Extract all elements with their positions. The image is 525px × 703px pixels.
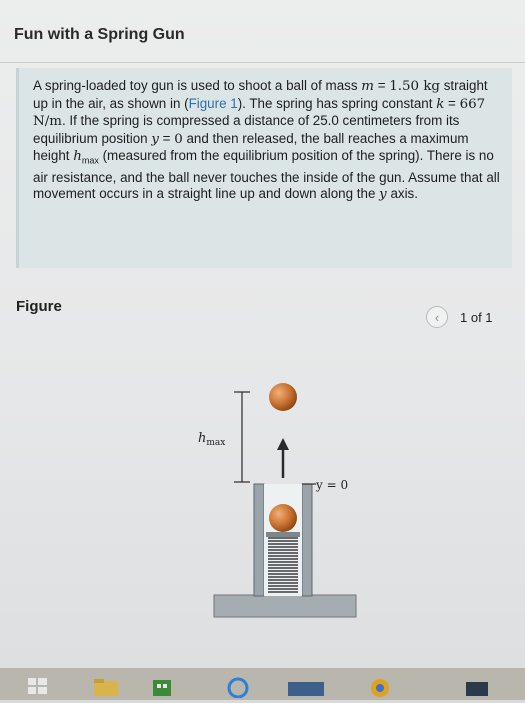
file-explorer-taskbar[interactable] <box>92 676 120 698</box>
tray-icon <box>462 676 492 698</box>
folder-icon <box>92 676 120 698</box>
axis-variable: y <box>379 187 387 203</box>
header-divider <box>0 62 525 63</box>
ball-at-max-height <box>269 383 297 411</box>
tube-right-wall <box>302 484 312 596</box>
h-subscript: max <box>81 156 99 167</box>
browser-icon <box>226 676 250 698</box>
equals-sign: = <box>158 130 175 146</box>
y-variable: y <box>151 131 159 147</box>
mass-value: 1.50 kg <box>389 79 441 94</box>
ball-in-gun <box>269 504 297 532</box>
spring-gun-figure <box>190 370 370 630</box>
start-button[interactable] <box>28 676 48 698</box>
figure-link[interactable]: Figure 1 <box>188 95 238 111</box>
gun-base <box>214 595 356 617</box>
app-taskbar-item[interactable] <box>286 676 326 698</box>
app-icon <box>286 676 326 698</box>
taskbar <box>0 668 525 700</box>
page-title: Fun with a Spring Gun <box>14 26 185 43</box>
y-value: 0 <box>174 131 183 147</box>
chrome-taskbar[interactable] <box>368 676 392 698</box>
problem-text-part: axis. <box>386 186 418 202</box>
problem-text-part: . If the spring is compressed a distance of 25.0 centimeters from its equilibrium position <box>33 113 460 146</box>
k-value: 667 N/m <box>33 96 486 130</box>
problem-text-part: and then released, the ball reaches a maximum height <box>33 130 469 164</box>
problem-text-part: straight up in the air, as shown in ( <box>33 78 488 111</box>
problem-statement <box>16 68 512 268</box>
h-variable: h <box>73 149 82 165</box>
problem-text <box>33 78 503 204</box>
figure-pager <box>426 306 493 328</box>
windows-icon <box>28 676 48 696</box>
mass-variable: m <box>361 79 374 94</box>
spring-platform <box>266 532 300 537</box>
problem-text-part: (measured from the equilibrium position of the spring). There is no air resistance, and the ball never touches the inside of the gun. Assume that all movement occurs in a straight line up and down along the <box>33 148 500 202</box>
problem-text-part: A spring-loaded toy gun is used to shoot a ball of mass <box>33 78 358 93</box>
equals-sign: = <box>373 78 390 93</box>
tube-left-wall <box>254 484 264 596</box>
browser-taskbar[interactable] <box>226 676 250 698</box>
equals-sign: = <box>444 95 460 111</box>
y0-label: y = 0 <box>316 478 349 492</box>
pager-count: 1 of 1 <box>460 309 493 325</box>
upward-arrow-head <box>277 438 289 450</box>
chevron-left-icon: ‹ <box>434 309 440 325</box>
prev-figure-button[interactable] <box>426 306 448 328</box>
store-taskbar[interactable] <box>150 676 174 698</box>
tray-taskbar-item[interactable] <box>462 676 492 698</box>
problem-text-part: ). The spring has spring constant <box>237 95 437 111</box>
k-variable: k <box>436 96 445 112</box>
figure-label: Figure <box>16 298 62 315</box>
hmax-label: $h_{max}$ <box>198 431 226 448</box>
store-icon <box>150 676 174 698</box>
chrome-icon <box>368 676 392 698</box>
